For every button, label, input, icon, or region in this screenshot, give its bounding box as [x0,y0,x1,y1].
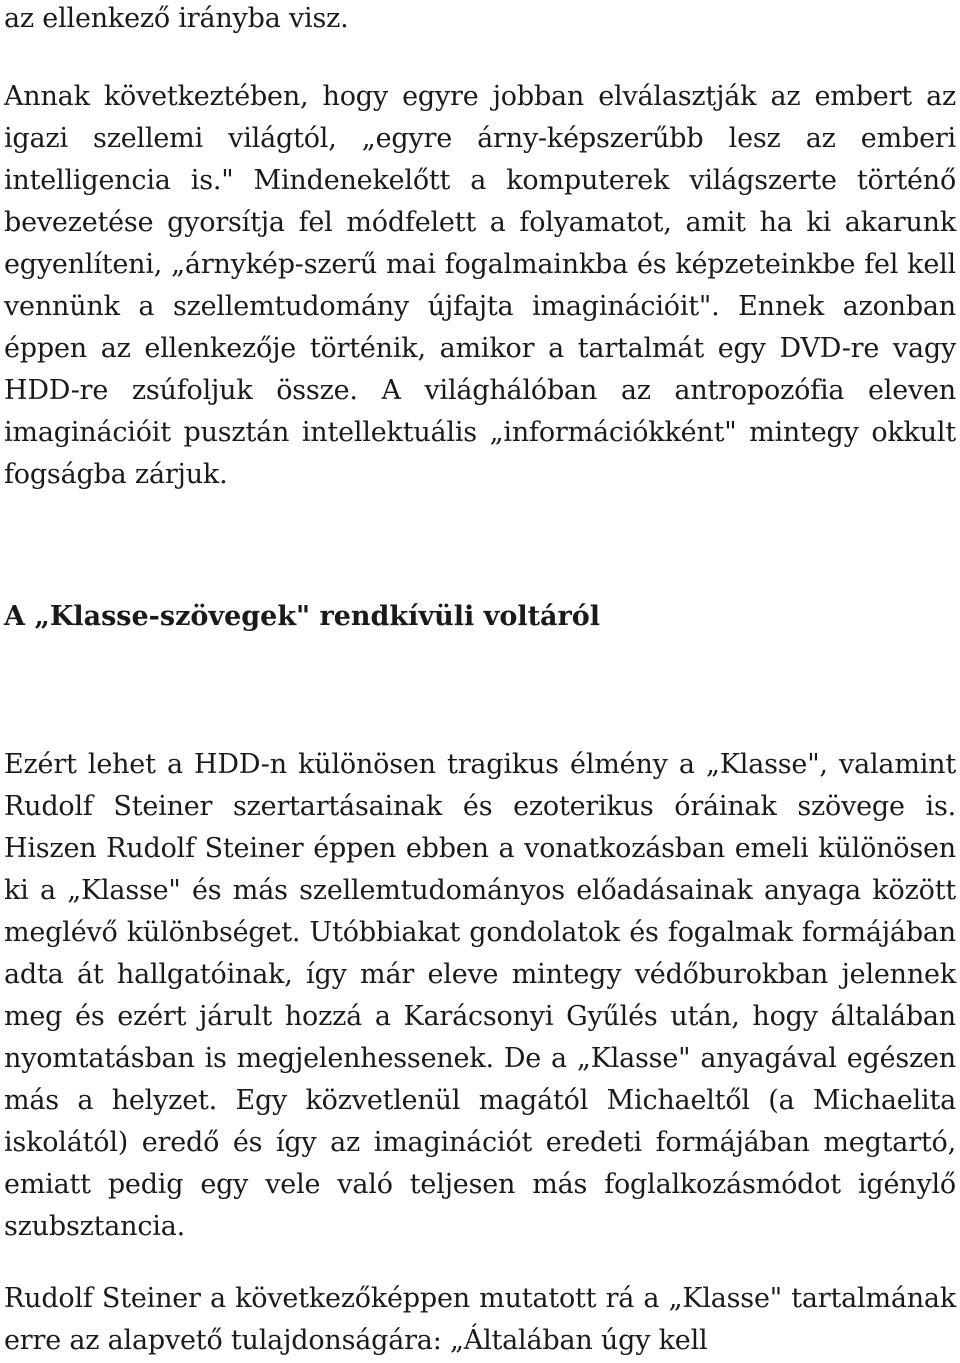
paragraph-computers: Annak következtében, hogy egyre jobban elválasztják az embert az igazi szellemi világtól, „egyre árny-képszerűbb lesz az emberi intelligencia is." Mindenekelőtt a komputerek világszerte történő bevezetése gyorsítja fel módfelett a folyamatot, amit ha ki akarunk egyenlíteni, „árnykép-szerű mai fogalmainkba és képzeteinkbe fel kell vennünk a szellemtudomány újfajta imaginációit". Ennek azonban éppen az ellenkezője történik, amikor a tartalmát egy DVD-re vagy HDD-re zsúfoljuk össze. A világhálóban az antropozófia eleven imaginációit pusztán intellektuális „információkként" mintegy okkult fogságba zárjuk. [4,81,956,490]
paragraph-steiner-quote: Rudolf Steiner a következőképpen mutatott rá a „Klasse" tartalmának erre az alapvető tulajdonságára: „Általában úgy kell [4,1283,956,1356]
paragraph-continuation: az ellenkező irányba visz. [4,3,349,34]
section-heading: A „Klasse-szövegek" rendkívüli voltáról [4,601,601,632]
paragraph-klasse: Ezért lehet a HDD-n különösen tragikus élmény a „Klasse", valamint Rudolf Steiner szertartásainak és ezoterikus óráinak szövege is. Hiszen Rudolf Steiner éppen ebben a vonatkozásban emeli különösen ki a „Klasse" és más szellemtudományos előadásainak anyaga között meglévő különbséget. Utóbbiakat gondolatok és fogalmak formájában adta át hallgatóinak, így már eleve mintegy védőburokban jelennek meg és ezért járult hozzá a Karácsonyi Gyűlés után, hogy általában nyomtatásban is megjelenhessenek. De a „Klasse" anyagával egészen más a helyzet. Egy közvetlenül magától Michaeltől (a Michaelita iskolától) eredő és így az imaginációt eredeti formájában megtartó, emiatt pedig egy vele való teljesen más foglalkozásmódot igénylő szubsztancia. [4,749,956,1242]
